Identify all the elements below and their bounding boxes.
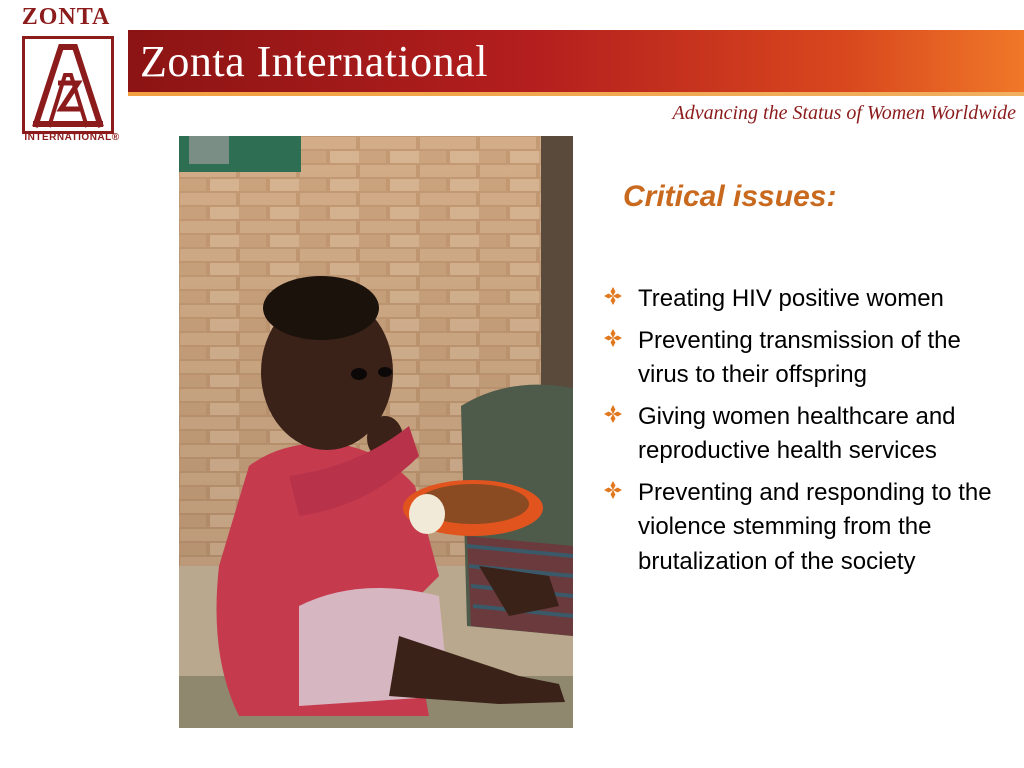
child-photo-illustration (179, 136, 573, 728)
logo-emblem (22, 36, 114, 134)
emblem-icon (25, 39, 111, 131)
bullet-text: Preventing transmission of the virus to their offspring (638, 326, 961, 388)
diamond-bullet-icon (603, 286, 623, 306)
list-item (603, 476, 993, 580)
section-heading: Critical issues: (623, 180, 837, 213)
diamond-bullet-icon (603, 328, 623, 348)
bullet-text: Giving women healthcare and reproductive health services (638, 402, 956, 464)
header-title: Zonta International (140, 37, 488, 86)
list-item (603, 324, 993, 393)
bullet-text: Preventing and responding to the violence stemming from the brutalization of the society (638, 478, 992, 575)
bullet-list (603, 282, 993, 586)
bullet-text: Treating HIV positive women (638, 285, 944, 312)
tagline: Advancing the Status of Women Worldwide (672, 102, 1016, 124)
list-item (603, 282, 993, 317)
diamond-bullet-icon (603, 480, 623, 500)
header-divider (128, 92, 1024, 96)
photo-of-child-eating (179, 136, 573, 728)
list-item (603, 400, 993, 469)
logo-top-text: ZONTA (21, 4, 111, 30)
zonta-logo (8, 4, 136, 144)
diamond-bullet-icon (603, 404, 623, 424)
logo-bottom-text: INTERNATIONAL® (24, 132, 120, 143)
